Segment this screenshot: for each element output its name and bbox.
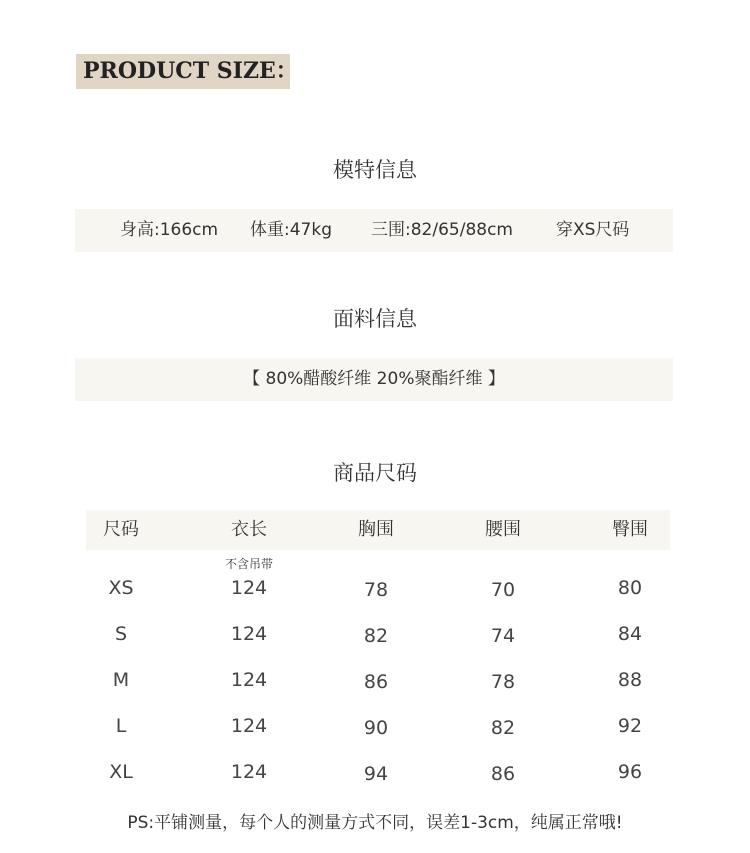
waist-cell: 82 [490, 717, 516, 739]
waist-cell: 70 [490, 579, 516, 601]
fabric-composition: 【 80%醋酸纤维 20%聚酯纤维 】 [243, 369, 505, 389]
bust-cell: 86 [363, 671, 389, 693]
model-height: 身高:166cm [120, 220, 219, 240]
column-header-hip: 臀围 [612, 519, 648, 540]
size-chart-heading: 商品尺码 [333, 461, 417, 485]
size-cell: XS [108, 577, 134, 599]
footer-note: PS:平铺测量，每个人的测量方式不同，误差1-3cm，纯属正常哦! [127, 813, 623, 833]
bust-cell: 94 [363, 763, 389, 785]
bust-cell: 78 [363, 579, 389, 601]
length-cell: 124 [230, 761, 268, 783]
hip-cell: 96 [617, 761, 643, 783]
hip-cell: 92 [617, 715, 643, 737]
column-header-length: 衣长 [231, 519, 267, 540]
length-cell: 124 [230, 623, 268, 645]
hip-cell: 84 [617, 623, 643, 645]
fabric-info-heading: 面料信息 [333, 307, 417, 331]
waist-cell: 86 [490, 763, 516, 785]
length-note: 不含吊带 [224, 557, 273, 571]
fabric-info-band [75, 358, 673, 401]
hip-cell: 80 [617, 577, 643, 599]
size-table-header [86, 510, 670, 550]
waist-cell: 74 [490, 625, 516, 647]
column-header-waist: 腰围 [485, 519, 521, 540]
table-row [0, 665, 750, 695]
length-cell: 124 [230, 669, 268, 691]
model-size-worn: 穿XS尺码 [556, 220, 630, 240]
table-row [0, 711, 750, 741]
size-cell: XL [109, 761, 133, 783]
bust-cell: 82 [363, 625, 389, 647]
column-header-size: 尺码 [103, 519, 139, 540]
size-cell: S [114, 623, 128, 645]
page-title: PRODUCT SIZE： [76, 54, 290, 89]
model-info-heading: 模特信息 [333, 158, 417, 182]
bust-cell: 90 [363, 717, 389, 739]
table-row [0, 619, 750, 649]
size-cell: L [115, 715, 127, 737]
table-row [0, 757, 750, 787]
hip-cell: 88 [617, 669, 643, 691]
waist-cell: 78 [490, 671, 516, 693]
model-info-band [75, 209, 673, 252]
length-cell: 124 [230, 577, 268, 599]
size-cell: M [112, 669, 130, 691]
model-measurements: 三围:82/65/88cm [371, 220, 513, 240]
length-cell: 124 [230, 715, 268, 737]
table-row [0, 573, 750, 603]
column-header-bust: 胸围 [358, 519, 394, 540]
model-weight: 体重:47kg [250, 220, 332, 240]
